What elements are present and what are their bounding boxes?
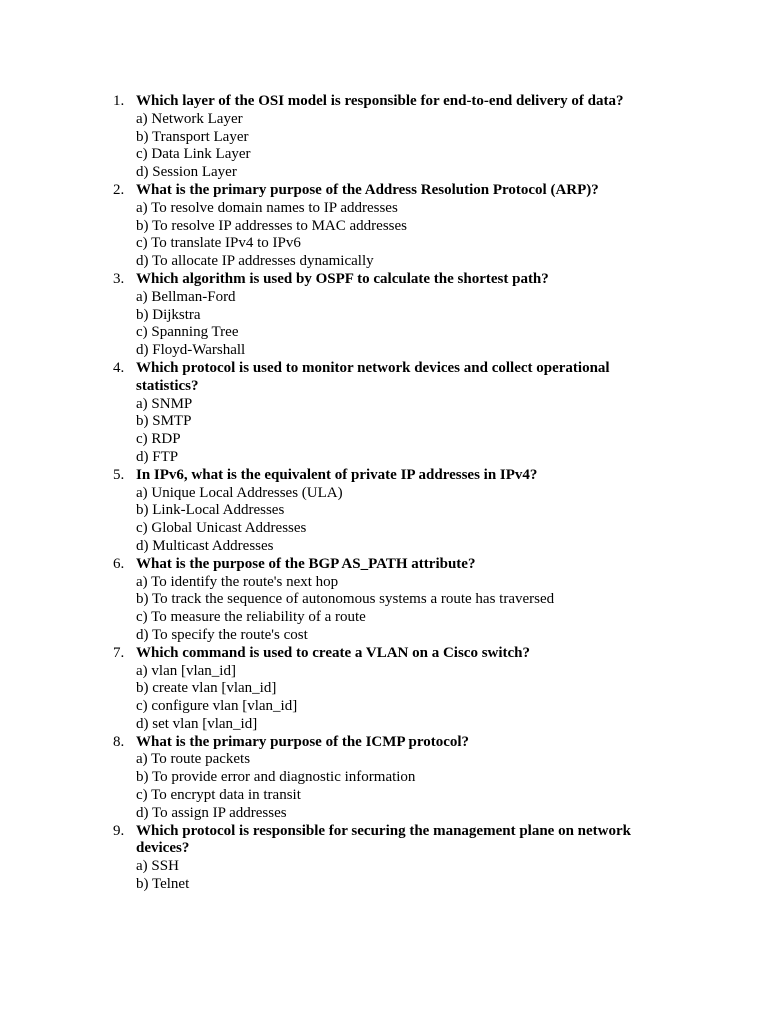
question-number: 9. (113, 822, 125, 839)
question-text: Which command is used to create a VLAN on a Cisco switch? (136, 644, 531, 661)
answer-option: a) Unique Local Addresses (ULA) (136, 484, 343, 501)
answer-option: a) Network Layer (136, 110, 243, 127)
question-item (0, 645, 656, 734)
answer-option: a) To resolve domain names to IP addresses (136, 199, 398, 216)
question-item (0, 360, 656, 467)
question-text: In IPv6, what is the equivalent of private IP addresses in IPv4? (136, 466, 538, 483)
question-item (0, 93, 656, 182)
answer-option: a) SNMP (136, 395, 193, 412)
answer-option: d) To allocate IP addresses dynamically (136, 253, 374, 270)
answer-option: b) To resolve IP addresses to MAC addresses (136, 217, 407, 234)
question-text: What is the primary purpose of the ICMP protocol? (136, 733, 470, 750)
answer-option: d) Floyd-Warshall (136, 342, 246, 359)
answer-option: c) To measure the reliability of a route (136, 609, 366, 626)
answer-option: b) To track the sequence of autonomous systems a route has traversed (136, 591, 555, 608)
question-item (0, 182, 656, 271)
answer-option: a) SSH (136, 858, 179, 875)
question-text: Which algorithm is used by OSPF to calculate the shortest path? (136, 270, 549, 287)
question-number: 8. (113, 733, 125, 750)
answer-option: b) Telnet (136, 876, 190, 893)
question-number: 2. (113, 181, 125, 198)
answer-option: c) Spanning Tree (136, 324, 239, 341)
answer-option: c) RDP (136, 431, 181, 448)
question-text: Which protocol is used to monitor network devices and collect operational statistics? (136, 359, 610, 394)
answer-option: d) Session Layer (136, 164, 237, 181)
answer-option: b) SMTP (136, 413, 192, 430)
answer-option: b) create vlan [vlan_id] (136, 680, 277, 697)
answer-option: d) FTP (136, 448, 179, 465)
answer-option: a) Bellman-Ford (136, 288, 236, 305)
question-number: 5. (113, 466, 125, 483)
answer-option: c) To encrypt data in transit (136, 787, 301, 804)
answer-option: c) Data Link Layer (136, 146, 251, 163)
answer-option: b) Dijkstra (136, 306, 201, 323)
question-number: 3. (113, 270, 125, 287)
question-text: What is the primary purpose of the Address Resolution Protocol (ARP)? (136, 181, 599, 198)
answer-option: c) To translate IPv4 to IPv6 (136, 235, 301, 252)
answer-option: c) configure vlan [vlan_id] (136, 698, 298, 715)
answer-option: d) To assign IP addresses (136, 804, 287, 821)
answer-option: a) vlan [vlan_id] (136, 662, 236, 679)
answer-option: d) To specify the route's cost (136, 626, 308, 643)
question-number: 7. (113, 644, 125, 661)
answer-option: a) To identify the route's next hop (136, 573, 339, 590)
question-item (0, 734, 656, 823)
question-text: Which protocol is responsible for securing the management plane on network devices? (136, 822, 632, 857)
question-item (0, 271, 656, 360)
answer-option: c) Global Unicast Addresses (136, 520, 307, 537)
question-item (0, 556, 656, 645)
question-number: 4. (113, 359, 125, 376)
question-item (0, 823, 656, 894)
question-item (0, 467, 656, 556)
answer-option: d) Multicast Addresses (136, 537, 274, 554)
question-number: 6. (113, 555, 125, 572)
answer-option: b) Link-Local Addresses (136, 502, 285, 519)
question-list (0, 93, 768, 894)
question-number: 1. (113, 93, 125, 109)
question-text: Which layer of the OSI model is responsible for end-to-end delivery of data? (136, 93, 624, 109)
answer-option: b) Transport Layer (136, 128, 249, 145)
answer-option: d) set vlan [vlan_id] (136, 715, 258, 732)
answer-option: a) To route packets (136, 751, 251, 768)
question-text: What is the purpose of the BGP AS_PATH attribute? (136, 555, 476, 572)
answer-option: b) To provide error and diagnostic information (136, 769, 416, 786)
